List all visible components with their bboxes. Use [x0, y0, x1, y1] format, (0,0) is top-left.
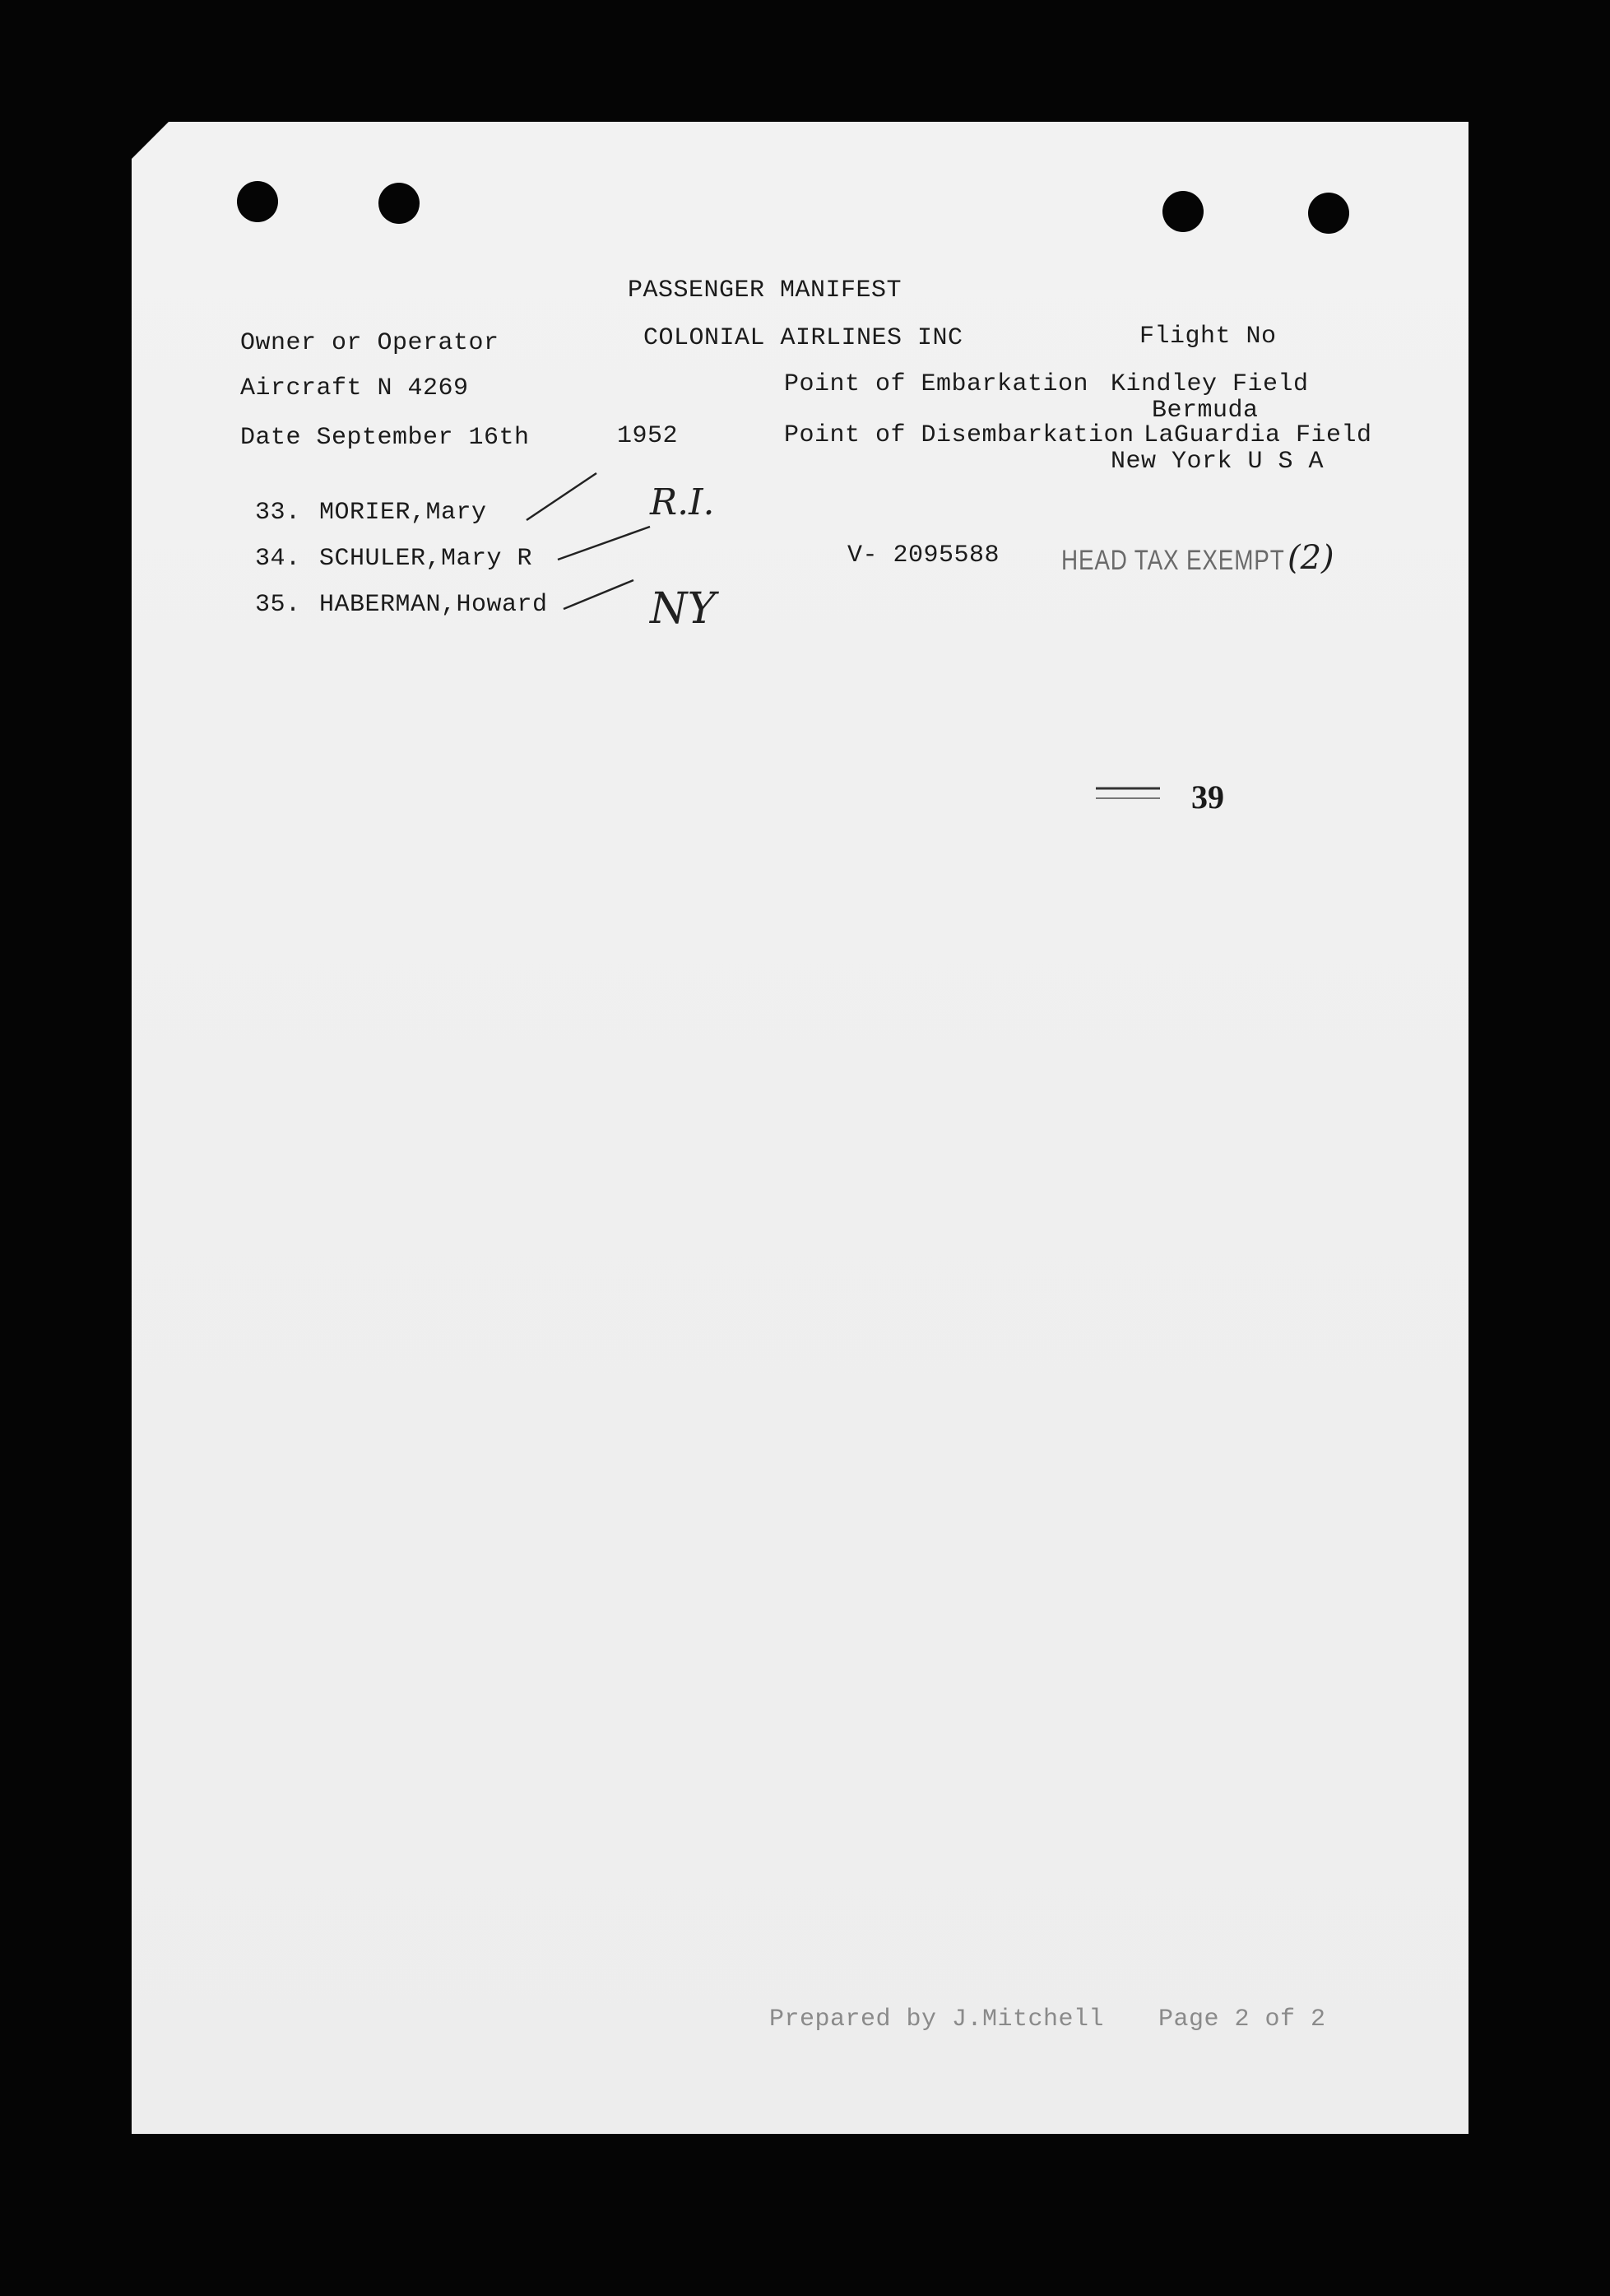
handwritten-note: NY	[650, 584, 716, 634]
aircraft: Aircraft N 4269	[240, 374, 469, 402]
flight-label: Flight No	[1139, 323, 1277, 351]
visa-number: V- 2095588	[847, 541, 1000, 569]
passenger-name: HABERMAN,Howard	[319, 591, 548, 619]
owner-value: COLONIAL AIRLINES INC	[643, 324, 963, 352]
page-number: Page 2 of 2	[1158, 2006, 1326, 2033]
disembarkation-label: Point of Disembarkation	[784, 421, 1134, 449]
passenger-name: MORIER,Mary	[319, 499, 487, 527]
disembarkation-value: LaGuardia Field	[1144, 421, 1372, 449]
manifest-title: PASSENGER MANIFEST	[628, 277, 902, 304]
handwritten-note: R.I.	[650, 481, 715, 523]
passenger-number: 33.	[255, 499, 301, 527]
owner-label: Owner or Operator	[240, 329, 499, 357]
date-label: Date September 16th	[240, 424, 530, 452]
head-tax-stamp: HEAD TAX EXEMPT	[1061, 545, 1285, 576]
embarkation-value-2: Bermuda	[1152, 397, 1259, 425]
passenger-name: SCHULER,Mary R	[319, 545, 533, 573]
page-count-mark: 39	[1191, 779, 1224, 816]
passenger-number: 34.	[255, 545, 301, 573]
year: 1952	[617, 422, 679, 450]
embarkation-value: Kindley Field	[1111, 370, 1309, 398]
prepared-by: Prepared by J.Mitchell	[769, 2006, 1105, 2033]
passenger-number: 35.	[255, 591, 301, 619]
embarkation-label: Point of Embarkation	[784, 370, 1089, 398]
stamp-mark: (2)	[1288, 539, 1334, 577]
disembarkation-value-2: New York U S A	[1111, 448, 1325, 476]
